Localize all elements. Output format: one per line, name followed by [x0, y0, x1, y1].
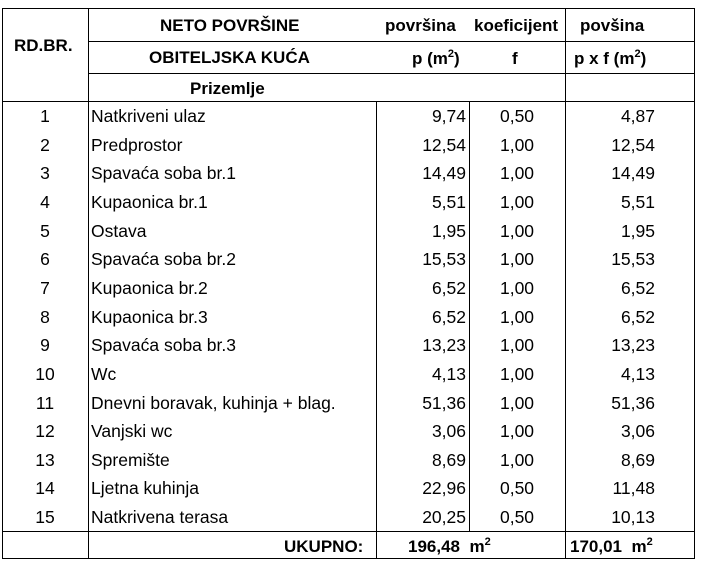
room-coefficient: 1,00 — [499, 450, 535, 470]
room-area: 8,69 — [431, 450, 466, 470]
room-weighted-area: 51,36 — [611, 393, 655, 413]
room-area: 6,52 — [431, 278, 466, 298]
room-area: 6,52 — [431, 307, 466, 327]
room-coefficient: 1,00 — [499, 421, 535, 441]
room-coefficient: 1,00 — [499, 393, 535, 413]
row-number: 8 — [40, 307, 50, 327]
room-weighted-area: 14,49 — [611, 163, 655, 183]
grid-line — [88, 8, 89, 559]
room-weighted-area: 1,95 — [620, 221, 655, 241]
room-area: 1,95 — [431, 221, 466, 241]
room-name: Dnevni boravak, kuhinja + blag. — [91, 393, 336, 413]
total-label: UKUPNO: — [284, 537, 364, 556]
room-weighted-area: 6,52 — [620, 307, 655, 327]
row-number: 9 — [40, 335, 50, 355]
povrsina-header: površina — [385, 16, 456, 35]
room-area: 13,23 — [422, 335, 466, 355]
room-area: 3,06 — [431, 421, 466, 441]
room-area: 20,25 — [422, 507, 466, 527]
room-coefficient: 1,00 — [499, 249, 535, 269]
room-area: 4,13 — [431, 364, 466, 384]
room-coefficient: 1,00 — [499, 307, 535, 327]
room-name: Kupaonica br.2 — [91, 278, 208, 298]
grid-line — [565, 41, 695, 42]
row-number: 2 — [40, 135, 50, 155]
row-number: 4 — [40, 192, 50, 212]
room-coefficient: 0,50 — [499, 478, 535, 498]
room-name: Predprostor — [91, 135, 183, 155]
room-name: Ljetna kuhinja — [91, 478, 199, 498]
room-area: 15,53 — [422, 249, 466, 269]
room-coefficient: 0,50 — [499, 507, 535, 527]
p-unit-header: p $(m^2)$ — [412, 48, 460, 68]
f-header: f — [512, 49, 518, 68]
grid-line — [88, 73, 695, 74]
row-number: 5 — [40, 221, 50, 241]
row-number: 3 — [40, 163, 50, 183]
row-number: 10 — [35, 364, 55, 384]
room-area: 5,51 — [431, 192, 466, 212]
neto-povrsine-header: NETO POVRŠINE — [160, 16, 300, 35]
room-coefficient: 1,00 — [499, 221, 535, 241]
room-name: Ostava — [91, 221, 147, 241]
koeficijent-header: koeficijent — [474, 16, 559, 35]
room-name: Spavaća soba br.1 — [91, 163, 236, 183]
room-weighted-area: 15,53 — [611, 249, 655, 269]
row-number: 14 — [35, 478, 55, 498]
section-title: Prizemlje — [190, 79, 265, 98]
room-name: Spavaća soba br.3 — [91, 335, 236, 355]
total-area: 196,48 $m^2$ — [408, 536, 491, 556]
room-name: Natkriveni ulaz — [91, 106, 206, 126]
room-weighted-area: 4,87 — [620, 106, 655, 126]
room-weighted-area: 11,48 — [612, 478, 655, 498]
room-area: 22,96 — [422, 478, 466, 498]
room-area: 51,36 — [422, 393, 466, 413]
povsina-header: povšina — [580, 16, 645, 35]
row-number: 12 — [35, 421, 55, 441]
room-area: 14,49 — [422, 163, 466, 183]
room-name: Natkrivena terasa — [91, 507, 229, 527]
room-coefficient: 1,00 — [499, 135, 535, 155]
row-number: 15 — [35, 507, 55, 527]
room-weighted-area: 8,69 — [620, 450, 655, 470]
room-name: Kupaonica br.1 — [91, 192, 208, 212]
room-coefficient: 0,50 — [499, 106, 535, 126]
grid-line — [88, 41, 565, 42]
total-weighted-area: 170,01 $m^2$ — [570, 536, 653, 556]
row-number: 6 — [40, 249, 50, 269]
room-weighted-area: 6,52 — [620, 278, 655, 298]
room-coefficient: 1,00 — [499, 335, 535, 355]
room-coefficient: 1,00 — [499, 192, 535, 212]
grid-line — [2, 531, 695, 532]
obiteljska-kuca-header: OBITELJSKA KUĆA — [149, 48, 310, 67]
room-weighted-area: 5,51 — [620, 192, 655, 212]
room-name: Kupaonica br.3 — [91, 307, 208, 327]
room-weighted-area: 3,06 — [620, 421, 655, 441]
room-name: Spremište — [91, 450, 170, 470]
row-number: 13 — [35, 450, 55, 470]
room-weighted-area: 10,13 — [611, 507, 655, 527]
room-coefficient: 1,00 — [499, 163, 535, 183]
row-number: 1 — [40, 106, 50, 126]
room-area: 12,54 — [422, 135, 466, 155]
room-weighted-area: 13,23 — [611, 335, 655, 355]
room-name: Wc — [91, 364, 117, 384]
room-weighted-area: 12,54 — [611, 135, 655, 155]
room-weighted-area: 4,13 — [620, 364, 655, 384]
rdbr-header: RD.BR. — [14, 36, 73, 55]
row-number: 7 — [40, 278, 50, 298]
row-number: 11 — [35, 393, 55, 413]
room-name: Vanjski wc — [91, 421, 173, 441]
room-coefficient: 1,00 — [499, 364, 535, 384]
room-area: 9,74 — [431, 106, 466, 126]
room-name: Spavaća soba br.2 — [91, 249, 236, 269]
room-coefficient: 1,00 — [499, 278, 535, 298]
pxf-unit-header: p x f $(m^2)$ — [574, 48, 647, 68]
grid-line — [2, 101, 695, 102]
